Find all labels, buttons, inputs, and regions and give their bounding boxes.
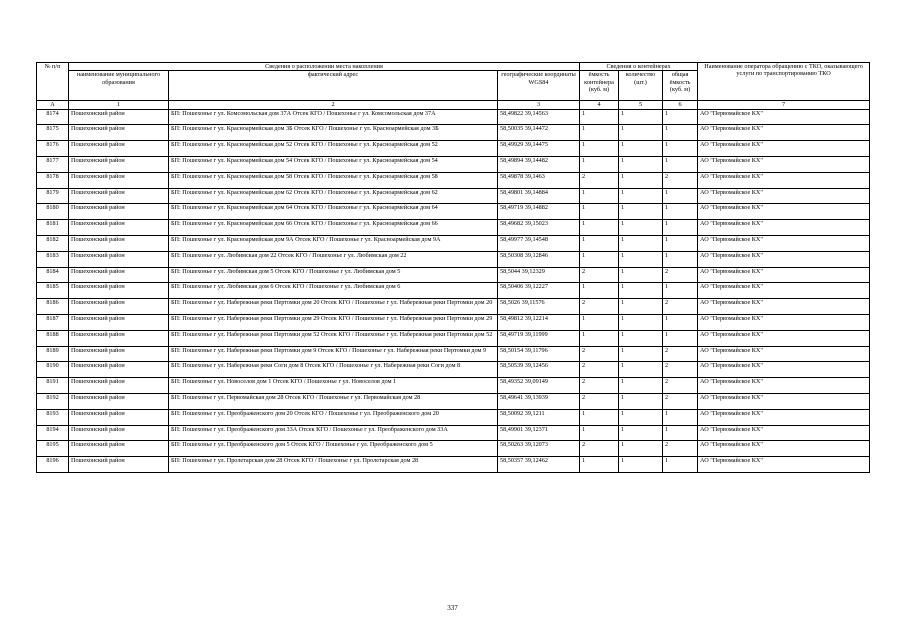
row-address: БП: Пошехонье г ул. Новоселов дом 1 Отсек КГО / Пошехонье г ул. Новоселов дом 1 [169, 378, 498, 394]
row-number: 8185 [37, 283, 69, 299]
row-address: БП: Пошехонье г ул. Красноармейская дом 9А Отсек КГО / Пошехонье г ул. Красноармейская дом 9А [169, 235, 498, 251]
row-operator: АО "Первомайское КХ" [698, 267, 870, 283]
row-total: 2 [663, 346, 698, 362]
row-capacity: 2 [580, 172, 619, 188]
row-municipality: Пошехонский район [69, 251, 169, 267]
row-capacity: 2 [580, 362, 619, 378]
header-capacity: ёмкость контейнера (куб. м) [580, 71, 619, 101]
header-location-group: Сведения о расположении места накопления [69, 63, 580, 71]
row-operator: АО "Первомайское КХ" [698, 141, 870, 157]
row-total: 2 [663, 172, 698, 188]
row-count: 1 [619, 425, 663, 441]
row-capacity: 1 [580, 125, 619, 141]
table-body [37, 109, 870, 472]
row-coords: 58,49719 39,11999 [498, 330, 580, 346]
row-municipality: Пошехонский район [69, 425, 169, 441]
table-row [37, 267, 870, 283]
page-number: 337 [447, 604, 458, 612]
row-municipality: Пошехонский район [69, 393, 169, 409]
row-municipality: Пошехонский район [69, 457, 169, 473]
row-municipality: Пошехонский район [69, 409, 169, 425]
row-coords: 58,50154 39,11796 [498, 346, 580, 362]
row-municipality: Пошехонский район [69, 378, 169, 394]
row-capacity: 1 [580, 235, 619, 251]
row-address: БП: Пошехонье г ул. Красноармейская дом 66 Отсек КГО / Пошехонье г ул. Красноармейская дом 66 [169, 220, 498, 236]
row-operator: АО "Первомайское КХ" [698, 378, 870, 394]
table-row [37, 346, 870, 362]
row-coords: 58,49822 39,14563 [498, 109, 580, 125]
row-address: БП: Пошехонье г ул. Набережная реки Соги дом 8 Отсек КГО / Пошехонье г ул. Набережная реки Соги дом 8 [169, 362, 498, 378]
row-operator: АО "Первомайское КХ" [698, 188, 870, 204]
row-capacity: 1 [580, 425, 619, 441]
row-address: БП: Пошехонье г ул. Первомайская дом 28 Отсек КГО / Пошехонье г ул. Первомайская дом 28 [169, 393, 498, 409]
row-coords: 58,49901 39,12371 [498, 425, 580, 441]
row-total: 1 [663, 125, 698, 141]
row-count: 1 [619, 330, 663, 346]
row-total: 1 [663, 330, 698, 346]
table-row [37, 378, 870, 394]
row-operator: АО "Первомайское КХ" [698, 299, 870, 315]
row-capacity: 1 [580, 156, 619, 172]
row-number: 8188 [37, 330, 69, 346]
row-total: 2 [663, 362, 698, 378]
row-municipality: Пошехонский район [69, 141, 169, 157]
row-count: 1 [619, 235, 663, 251]
table-row [37, 220, 870, 236]
row-number: 8186 [37, 299, 69, 315]
table-row [37, 125, 870, 141]
row-municipality: Пошехонский район [69, 283, 169, 299]
row-count: 1 [619, 172, 663, 188]
row-number: 8194 [37, 425, 69, 441]
row-total: 2 [663, 393, 698, 409]
row-coords: 58,50357 39,12462 [498, 457, 580, 473]
row-count: 1 [619, 125, 663, 141]
column-index: 7 [698, 101, 870, 109]
row-municipality: Пошехонский район [69, 441, 169, 457]
row-operator: АО "Первомайское КХ" [698, 125, 870, 141]
table-row [37, 425, 870, 441]
row-number: 8181 [37, 220, 69, 236]
row-operator: АО "Первомайское КХ" [698, 346, 870, 362]
table-row [37, 283, 870, 299]
row-capacity: 2 [580, 441, 619, 457]
row-count: 1 [619, 441, 663, 457]
row-total: 1 [663, 220, 698, 236]
row-number: 8180 [37, 204, 69, 220]
row-coords: 58,50539 39,12456 [498, 362, 580, 378]
table-row [37, 109, 870, 125]
row-coords: 58,5026 39,11576 [498, 299, 580, 315]
column-index: 5 [619, 101, 663, 109]
header-total: общая ёмкость (куб. м) [663, 71, 698, 101]
row-total: 1 [663, 457, 698, 473]
row-address: БП: Пошехонье г ул. Красноармейская дом 52 Отсек КГО / Пошехонье г ул. Красноармейская дом 52 [169, 141, 498, 157]
row-count: 1 [619, 362, 663, 378]
row-address: БП: Пошехонье г ул. Любимская дом 6 Отсек КГО / Пошехонье г ул. Любимская дом 6 [169, 283, 498, 299]
header-containers-group: Сведения о контейнерах [580, 63, 698, 71]
row-number: 8179 [37, 188, 69, 204]
row-total: 1 [663, 409, 698, 425]
row-capacity: 2 [580, 378, 619, 394]
row-count: 1 [619, 393, 663, 409]
row-capacity: 1 [580, 251, 619, 267]
row-municipality: Пошехонский район [69, 299, 169, 315]
row-municipality: Пошехонский район [69, 156, 169, 172]
header-count: количество (шт.) [619, 71, 663, 101]
row-municipality: Пошехонский район [69, 188, 169, 204]
row-address: БП: Пошехонье г ул. Комсомольская дом 37А Отсек КГО / Пошехонье г ул. Комсомольская дом 37А [169, 109, 498, 125]
row-total: 2 [663, 378, 698, 394]
row-operator: АО "Первомайское КХ" [698, 251, 870, 267]
row-total: 1 [663, 283, 698, 299]
table-row [37, 299, 870, 315]
row-coords: 58,49929 39,14475 [498, 141, 580, 157]
row-number: 8183 [37, 251, 69, 267]
header-coords: географические координаты WGS84 [498, 71, 580, 101]
row-address: БП: Пошехонье г ул. Красноармейская дом 54 Отсек КГО / Пошехонье г ул. Красноармейская дом 54 [169, 156, 498, 172]
row-count: 1 [619, 457, 663, 473]
row-municipality: Пошехонский район [69, 220, 169, 236]
row-operator: АО "Первомайское КХ" [698, 235, 870, 251]
row-coords: 58,49682 39,15023 [498, 220, 580, 236]
row-number: 8178 [37, 172, 69, 188]
column-index: 4 [580, 101, 619, 109]
row-total: 1 [663, 204, 698, 220]
row-number: 8193 [37, 409, 69, 425]
row-number: 8184 [37, 267, 69, 283]
row-municipality: Пошехонский район [69, 362, 169, 378]
row-municipality: Пошехонский район [69, 330, 169, 346]
row-capacity: 1 [580, 283, 619, 299]
row-capacity: 2 [580, 299, 619, 315]
row-coords: 58,50092 39,1211 [498, 409, 580, 425]
table-row [37, 188, 870, 204]
table-row [37, 393, 870, 409]
row-total: 1 [663, 251, 698, 267]
row-total: 1 [663, 235, 698, 251]
row-count: 1 [619, 251, 663, 267]
row-municipality: Пошехонский район [69, 267, 169, 283]
row-address: БП: Пошехонье г ул. Красноармейская дом 3Б Отсек КГО / Пошехонье г ул. Красноармейская дом 3Б [169, 125, 498, 141]
row-total: 2 [663, 267, 698, 283]
row-number: 8195 [37, 441, 69, 457]
row-count: 1 [619, 283, 663, 299]
row-municipality: Пошехонский район [69, 125, 169, 141]
row-address: БП: Пошехонье г ул. Набережная реки Пертомки дом 9 Отсек КГО / Пошехонье г ул. Набережная реки Пертомки дом 9 [169, 346, 498, 362]
row-coords: 58,50263 39,12073 [498, 441, 580, 457]
row-coords: 58,5044 39,12329 [498, 267, 580, 283]
row-coords: 58,49801 39,14884 [498, 188, 580, 204]
row-address: БП: Пошехонье г ул. Набережная реки Пертомки дом 20 Отсек КГО / Пошехонье г ул. Набережная реки Пертомки дом 20 [169, 299, 498, 315]
row-capacity: 2 [580, 267, 619, 283]
registry-table [36, 62, 870, 473]
row-count: 1 [619, 267, 663, 283]
row-operator: АО "Первомайское КХ" [698, 204, 870, 220]
row-capacity: 1 [580, 409, 619, 425]
row-address: БП: Пошехонье г ул. Преображенского дом 20 Отсек КГО / Пошехонье г ул. Преображенского дом 20 [169, 409, 498, 425]
table-row [37, 330, 870, 346]
row-total: 1 [663, 156, 698, 172]
row-operator: АО "Первомайское КХ" [698, 457, 870, 473]
row-total: 2 [663, 299, 698, 315]
table-row [37, 141, 870, 157]
row-count: 1 [619, 220, 663, 236]
row-total: 1 [663, 141, 698, 157]
row-number: 8190 [37, 362, 69, 378]
row-count: 1 [619, 188, 663, 204]
row-coords: 58,49894 39,14482 [498, 156, 580, 172]
row-operator: АО "Первомайское КХ" [698, 172, 870, 188]
header-address: фактический адрес [169, 71, 498, 101]
header-number: № п/п [37, 63, 69, 101]
row-total: 1 [663, 188, 698, 204]
column-index: 3 [498, 101, 580, 109]
row-address: БП: Пошехонье г ул. Пролетарская дом 28 Отсек КГО / Пошехонье г ул. Пролетарская дом 28 [169, 457, 498, 473]
header-municipality: наименование муниципального образования [69, 71, 169, 101]
row-count: 1 [619, 156, 663, 172]
row-capacity: 1 [580, 457, 619, 473]
row-capacity: 1 [580, 141, 619, 157]
row-municipality: Пошехонский район [69, 172, 169, 188]
row-operator: АО "Первомайское КХ" [698, 425, 870, 441]
row-count: 1 [619, 314, 663, 330]
table-row [37, 235, 870, 251]
table-row [37, 457, 870, 473]
row-capacity: 1 [580, 314, 619, 330]
table-row [37, 441, 870, 457]
row-count: 1 [619, 409, 663, 425]
row-capacity: 1 [580, 330, 619, 346]
row-coords: 58,49812 39,12214 [498, 314, 580, 330]
row-count: 1 [619, 378, 663, 394]
row-total: 1 [663, 109, 698, 125]
row-capacity: 1 [580, 204, 619, 220]
column-index: А [37, 101, 69, 109]
row-operator: АО "Первомайское КХ" [698, 283, 870, 299]
row-capacity: 1 [580, 220, 619, 236]
row-address: БП: Пошехонье г ул. Любимская дом 5 Отсек КГО / Пошехонье г ул. Любимская дом 5 [169, 267, 498, 283]
row-coords: 58,49977 39,14548 [498, 235, 580, 251]
row-municipality: Пошехонский район [69, 346, 169, 362]
row-number: 8196 [37, 457, 69, 473]
row-capacity: 2 [580, 346, 619, 362]
table-row [37, 204, 870, 220]
row-address: БП: Пошехонье г ул. Красноармейская дом 64 Отсек КГО / Пошехонье г ул. Красноармейская дом 64 [169, 204, 498, 220]
table-header [37, 63, 870, 110]
row-municipality: Пошехонский район [69, 204, 169, 220]
row-number: 8189 [37, 346, 69, 362]
row-operator: АО "Первомайское КХ" [698, 156, 870, 172]
row-coords: 58,49352 39,09149 [498, 378, 580, 394]
row-coords: 58,49878 39,1463 [498, 172, 580, 188]
row-address: БП: Пошехонье г ул. Набережная реки Пертомки дом 29 Отсек КГО / Пошехонье г ул. Набережная реки Пертомки дом 29 [169, 314, 498, 330]
row-operator: АО "Первомайское КХ" [698, 314, 870, 330]
row-address: БП: Пошехонье г ул. Красноармейская дом 58 Отсек КГО / Пошехонье г ул. Красноармейская дом 58 [169, 172, 498, 188]
row-address: БП: Пошехонье г ул. Набережная реки Пертомки дом 52 Отсек КГО / Пошехонье г ул. Набережная реки Пертомки дом 52 [169, 330, 498, 346]
row-coords: 58,50308 39,12846 [498, 251, 580, 267]
row-count: 1 [619, 204, 663, 220]
column-index: 2 [169, 101, 498, 109]
row-coords: 58,50035 39,14472 [498, 125, 580, 141]
table-row [37, 409, 870, 425]
row-number: 8174 [37, 109, 69, 125]
row-municipality: Пошехонский район [69, 314, 169, 330]
row-address: БП: Пошехонье г ул. Преображенского дом 5 Отсек КГО / Пошехонье г ул. Преображенского дом 5 [169, 441, 498, 457]
table-row [37, 314, 870, 330]
row-number: 8187 [37, 314, 69, 330]
table-row [37, 362, 870, 378]
row-capacity: 2 [580, 393, 619, 409]
row-number: 8182 [37, 235, 69, 251]
column-index: 1 [69, 101, 169, 109]
row-count: 1 [619, 109, 663, 125]
row-number: 8192 [37, 393, 69, 409]
row-municipality: Пошехонский район [69, 109, 169, 125]
row-coords: 58,49641 39,13939 [498, 393, 580, 409]
table-row [37, 251, 870, 267]
row-operator: АО "Первомайское КХ" [698, 362, 870, 378]
row-count: 1 [619, 141, 663, 157]
row-total: 2 [663, 441, 698, 457]
row-number: 8175 [37, 125, 69, 141]
row-coords: 58,49719 39,14882 [498, 204, 580, 220]
row-operator: АО "Первомайское КХ" [698, 109, 870, 125]
row-operator: АО "Первомайское КХ" [698, 220, 870, 236]
row-total: 1 [663, 425, 698, 441]
row-number: 8177 [37, 156, 69, 172]
row-operator: АО "Первомайское КХ" [698, 330, 870, 346]
row-count: 1 [619, 346, 663, 362]
row-capacity: 1 [580, 188, 619, 204]
column-index: 6 [663, 101, 698, 109]
row-capacity: 1 [580, 109, 619, 125]
row-address: БП: Пошехонье г ул. Преображенского дом 33А Отсек КГО / Пошехонье г ул. Преображенского дом 33А [169, 425, 498, 441]
row-number: 8191 [37, 378, 69, 394]
row-number: 8176 [37, 141, 69, 157]
header-index-row [37, 101, 870, 109]
row-address: БП: Пошехонье г ул. Красноармейская дом 62 Отсек КГО / Пошехонье г ул. Красноармейская дом 62 [169, 188, 498, 204]
row-total: 1 [663, 314, 698, 330]
row-address: БП: Пошехонье г ул. Любимская дом 22 Отсек КГО / Пошехонье г ул. Любимская дом 22 [169, 251, 498, 267]
row-operator: АО "Первомайское КХ" [698, 441, 870, 457]
row-coords: 58,50406 39,12227 [498, 283, 580, 299]
row-operator: АО "Первомайское КХ" [698, 409, 870, 425]
table-row [37, 172, 870, 188]
row-operator: АО "Первомайское КХ" [698, 393, 870, 409]
header-operator: Наименование оператора обращению с ТКО, оказывающего услуги по транспортированию ТКО [698, 63, 870, 101]
table-row [37, 156, 870, 172]
row-count: 1 [619, 299, 663, 315]
row-municipality: Пошехонский район [69, 235, 169, 251]
